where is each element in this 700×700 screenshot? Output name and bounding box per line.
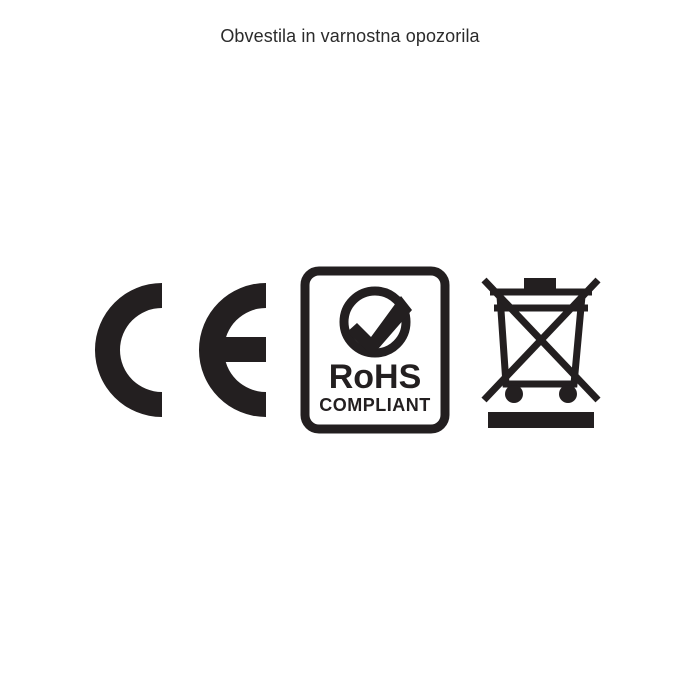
- page-title: Obvestila in varnostna opozorila: [220, 26, 480, 46]
- svg-text:RoHS: RoHS: [328, 358, 422, 396]
- ce-mark: [94, 275, 274, 425]
- weee-crossed-out-wheelie-bin-icon: [476, 266, 606, 434]
- ce-marking-icon: [94, 275, 274, 425]
- rohs-compliant-icon: [300, 266, 450, 434]
- rohs-mark: [300, 266, 450, 434]
- compliance-symbols-row: [0, 255, 700, 445]
- svg-text:COMPLIANT: COMPLIANT: [319, 395, 431, 415]
- weee-mark: [476, 266, 606, 434]
